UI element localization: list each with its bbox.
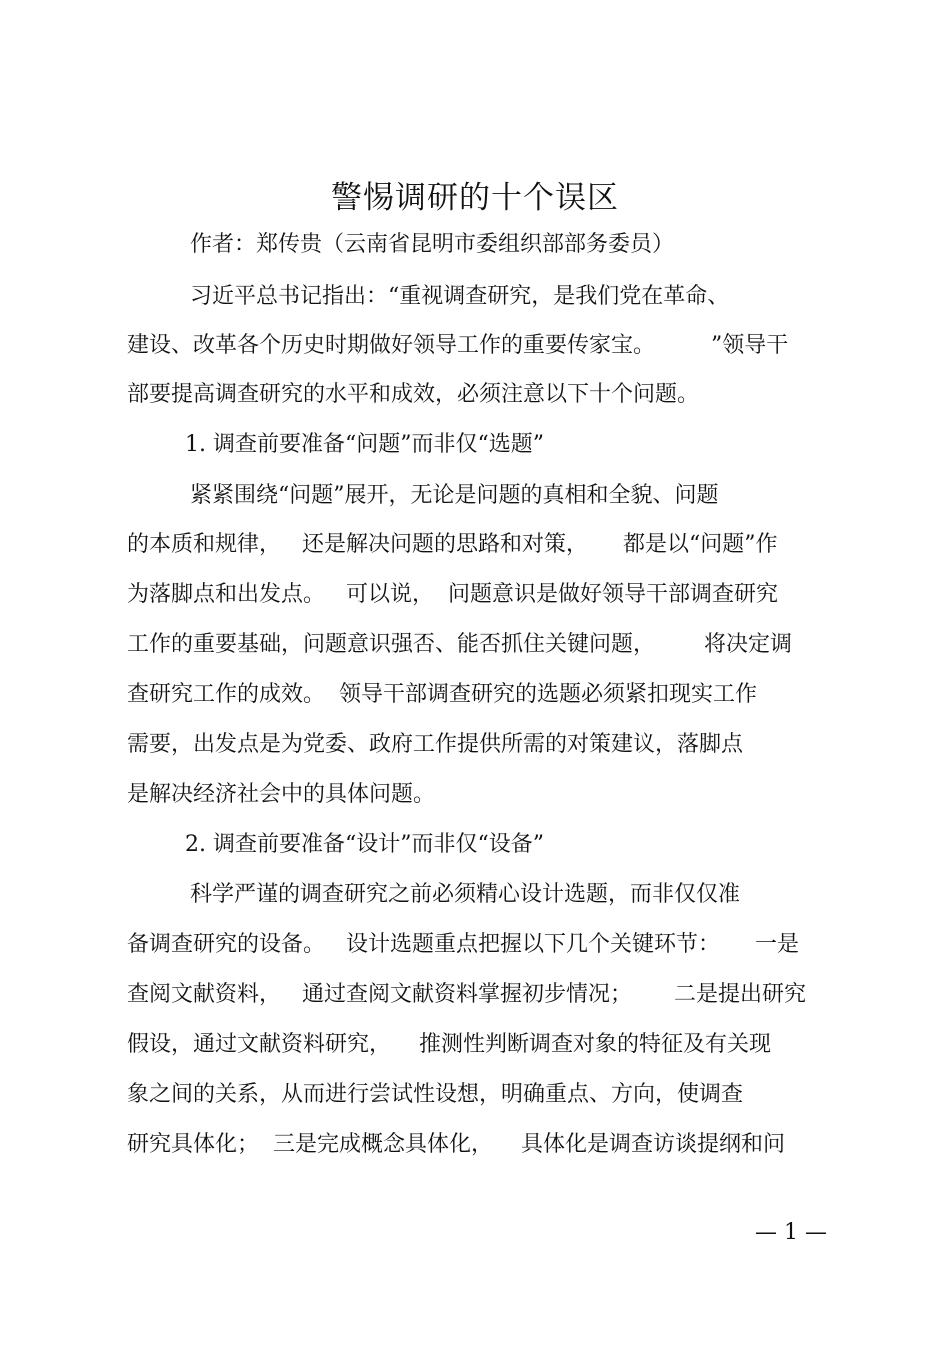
section-1-line-4: 工作的重要基础，问题意识强否、能否抓住关键问题， 将决定调 [127, 632, 792, 657]
section-2-heading: 2. 调查前要准备“设计”而非仅“设备” [185, 832, 544, 857]
section-2-line-2: 备调查研究的设备。 设计选题重点把握以下几个关键环节： 一是 [127, 932, 799, 957]
section-1-heading: 1. 调查前要准备“问题”而非仅“选题” [185, 432, 544, 457]
section-1-line-6: 需要，出发点是为党委、政府工作提供所需的对策建议，落脚点 [127, 732, 744, 757]
section-1-line-7: 是解决经济社会中的具体问题。 [127, 782, 436, 807]
intro-line-2: 建设、改革各个历史时期做好领导工作的重要传家宝。 ”领导干 [127, 333, 789, 358]
section-2-line-3: 查阅文献资料， 通过查阅文献资料掌握初步情况； 二是提出研究 [127, 982, 806, 1007]
intro-line-1: 习近平总书记指出：“重视调查研究，是我们党在革命、 [190, 284, 730, 309]
section-2-line-5: 象之间的关系，从而进行尝试性设想，明确重点、方向，使调查 [127, 1082, 744, 1107]
page-number: — 1 — [755, 1220, 827, 1245]
intro-line-3: 部要提高调查研究的水平和成效，必须注意以下十个问题。 [127, 382, 700, 407]
section-1-line-3: 为落脚点和出发点。 可以说， 问题意识是做好领导干部调查研究 [127, 582, 778, 607]
section-2-line-4: 假设，通过文献资料研究， 推测性判断调查对象的特征及有关现 [127, 1032, 771, 1057]
section-2-line-1: 科学严谨的调查研究之前必须精心设计选题，而非仅仅准 [190, 882, 741, 907]
section-1-line-1: 紧紧围绕“问题”展开，无论是问题的真相和全貌、问题 [190, 483, 719, 508]
section-1-line-2: 的本质和规律， 还是解决问题的思路和对策， 都是以“问题”作 [127, 532, 778, 557]
document-title: 警惕调研的十个误区 [331, 180, 619, 216]
section-2-line-6: 研究具体化； 三是完成概念具体化， 具体化是调查访谈提纲和问 [127, 1132, 785, 1157]
author-line: 作者：郑传贵（云南省昆明市委组织部部务委员） [190, 232, 675, 257]
section-1-line-5: 查研究工作的成效。 领导干部调查研究的选题必须紧扣现实工作 [127, 682, 757, 707]
